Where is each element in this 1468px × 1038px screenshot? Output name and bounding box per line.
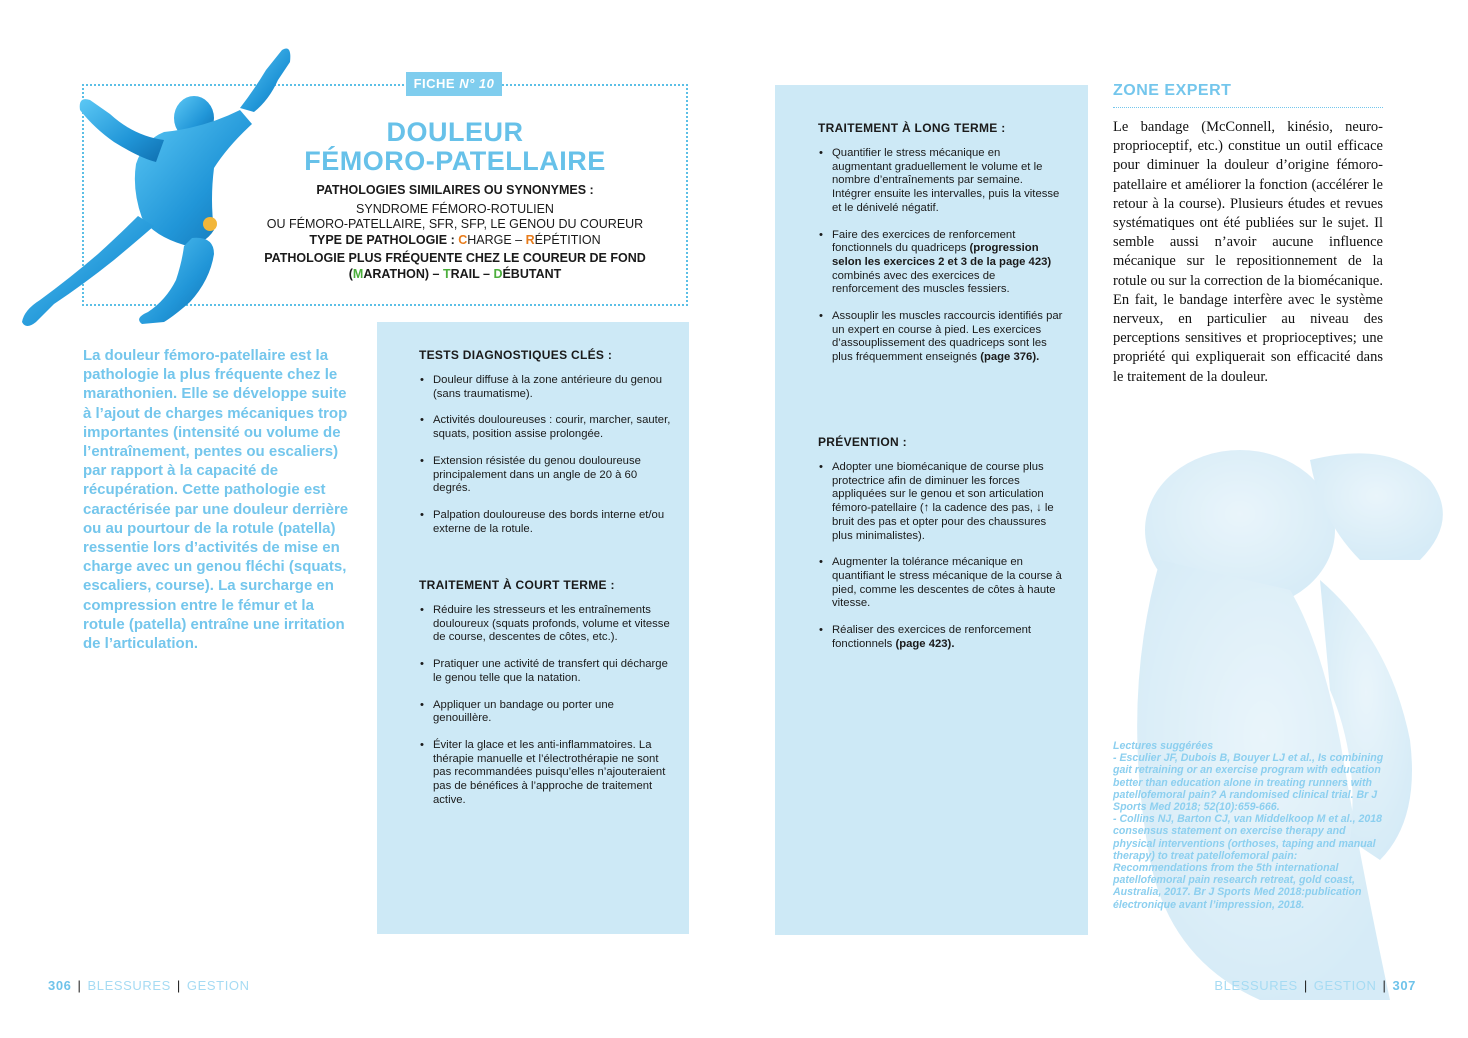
page-number: 307 bbox=[1392, 978, 1416, 993]
letter-r: R bbox=[525, 232, 535, 247]
title-line-2: FÉMORO-PATELLAIRE bbox=[304, 146, 606, 176]
prevention-title: PRÉVENTION : bbox=[818, 435, 907, 449]
short-term-list bbox=[419, 604, 674, 807]
tests-title: TESTS DIAGNOSTIQUES CLÉS : bbox=[419, 348, 613, 362]
prevention-section bbox=[818, 435, 1063, 664]
zone-expert-text: Le bandage (McConnell, kinésio, neuro-proprioceptif, etc.) constitue un outil efficace pour diminuer la douleur d’origine fémoro-patellaire et améliorer la fonction (accélérer le retour à la course). Plusieurs études et revues systématiques ont été publiées sur le sujet. Il semble aussi n’avoir aucune influence mécanique sur le repositionnement de la rotule ou sur la correction de la biomécanique. En fait, le bandage interfère avec le système nerveux, en particulier au niveau des perceptions sensitives et proprioceptives; une propriété qui expliquerait son efficacité dans le traitement de la douleur. bbox=[1113, 119, 1383, 385]
synonyms-line-2: OU FÉMORO-PATELLAIRE, SFR, SFP, LE GENOU DU COUREUR bbox=[266, 217, 644, 231]
zone-expert-title: ZONE EXPERT bbox=[1113, 82, 1232, 99]
short-term-section bbox=[419, 578, 674, 820]
readings-title: Lectures suggérées bbox=[1113, 740, 1214, 752]
runner-statue-faded-image bbox=[1060, 440, 1468, 1000]
footer-section: BLESSURES bbox=[87, 978, 171, 993]
list-item: • Augmenter la tolérance mécanique en quantifiant le stress mécanique de la course à pied, comme les descentes de côtes à haute vitesse. bbox=[818, 556, 1063, 611]
page-title bbox=[230, 118, 680, 176]
list-item bbox=[818, 229, 1063, 298]
footer-section: GESTION bbox=[186, 978, 250, 993]
list-item: • Pratiquer une activité de transfert qui décharge le genou telle que la natation. bbox=[419, 658, 674, 685]
list-item: • Douleur diffuse à la zone antérieure du genou (sans traumatisme). bbox=[419, 374, 674, 401]
list-item-text: combinés avec des exercices de renforcement des muscles fessiers. bbox=[832, 269, 1010, 296]
synonyms-line-1: SYNDROME FÉMORO-ROTULIEN bbox=[356, 201, 554, 216]
list-item: • Adopter une biomécanique de course plus protectrice afin de diminuer les forces appliquées sur le genou et son articulation fémoro-patellaire (↑ la cadence des pas, ↓ le bruit des pas et opter pour des chaussures plus minimalistes). bbox=[818, 461, 1063, 543]
profile-debutant: ÉBUTANT bbox=[502, 266, 562, 281]
list-item: • Activités douloureuses : courir, marcher, sauter, squats, position assise prolongée. bbox=[419, 414, 674, 441]
short-term-title: TRAITEMENT À COURT TERME : bbox=[419, 578, 615, 592]
list-item: • Réduire les stresseurs et les entraînements douloureux (squats profonds, volume et vitesse de course, descentes de côtes, etc.). bbox=[419, 604, 674, 645]
list-item-text: Assouplir les muscles raccourcis identifiés par un expert en course à pied. Les exercices d’assouplissement des quadriceps sont les plus fréquemment enseignés bbox=[832, 310, 1063, 364]
tests-list bbox=[419, 374, 674, 536]
page-number: 306 bbox=[48, 978, 72, 993]
list-item: • Palpation douloureuse des bords interne et/ou externe de la rotule. bbox=[419, 509, 674, 536]
list-item-text: Faire des exercices de renforcement fonctionnels du quadriceps bbox=[832, 228, 1016, 255]
prevention-list bbox=[818, 461, 1063, 651]
list-item: • Éviter la glace et les anti-inflammatoires. La thérapie manuelle et l’électrothérapie ne sont pas recommandées puisqu’elles n’ajouteraient pas de bénéfices à l’approche de traitement active. bbox=[419, 739, 674, 808]
long-term-list bbox=[818, 147, 1063, 365]
list-item-reference: (progression selon les exercices 2 et 3 de la page 423) bbox=[832, 242, 1052, 268]
list-item-reference: (page 376). bbox=[980, 351, 1040, 364]
letter-t: T bbox=[442, 266, 451, 281]
fiche-label: FICHE bbox=[413, 76, 460, 91]
knee-marker-icon bbox=[203, 217, 217, 231]
list-item bbox=[818, 624, 1063, 651]
list-item bbox=[818, 310, 1063, 365]
runner-profile bbox=[230, 267, 680, 283]
reading-reference: - Esculier JF, Dubois B, Bouyer LJ et al., Is combining gait retraining or an exercise program with education better than education alone in treating runners with patellofemoral pain? A randomised clinical trial. Br J Sports Med 2018; 52(10):659-666. bbox=[1113, 752, 1384, 814]
profile-trail: RAIL – bbox=[450, 266, 494, 281]
footer-left: 306 | BLESSURES | GESTION bbox=[48, 978, 250, 993]
list-item-reference: (page 423). bbox=[895, 637, 955, 650]
open-paren: ( bbox=[348, 266, 353, 281]
type-repetition: ÉPÉTITION bbox=[534, 232, 601, 247]
type-charge: HARGE – bbox=[467, 232, 526, 247]
suggested-readings bbox=[1113, 740, 1388, 911]
list-item: • Quantifier le stress mécanique en augmentant graduellement le volume et le nombre d’entraînements par semaine. Intégrer ensuite les intervalles, puis la vitesse et le dénivelé négatif. bbox=[818, 147, 1063, 216]
profile-marathon: ARATHON) – bbox=[363, 266, 443, 281]
long-term-section bbox=[818, 121, 1063, 378]
pathology-type bbox=[230, 233, 680, 249]
fiche-number: N° 10 bbox=[459, 76, 495, 91]
footer-section: BLESSURES bbox=[1214, 978, 1298, 993]
title-line-1: DOULEUR bbox=[386, 117, 524, 147]
synonyms-heading: PATHOLOGIES SIMILAIRES OU SYNONYMES : bbox=[316, 183, 594, 197]
pathology-type-heading: TYPE DE PATHOLOGIE : bbox=[309, 232, 459, 247]
fiche-tag bbox=[406, 72, 502, 96]
tests-section bbox=[419, 348, 674, 549]
letter-m: M bbox=[352, 266, 364, 281]
footer-section: GESTION bbox=[1313, 978, 1377, 993]
list-item: • Extension résistée du genou douloureuse principalement dans un angle de 20 à 60 degrés. bbox=[419, 455, 674, 496]
intro-paragraph: La douleur fémoro-patellaire est la pathologie la plus fréquente chez le marathonien. Elle se développe suite à l’ajout de charges mécaniques trop importantes (intensité ou volume de l’entraînement, pentes ou escaliers) par rapport à la capacité de récupération. Cette pathologie est caractérisée par une douleur derrière ou au pourtour de la rotule (patella) ressentie lors d’activités de mise en charge avec un genou fléchi (squats, escaliers, course). La surcharge en compression entre le fémur et la rotule (patella) entraîne une irritation de l’articulation. bbox=[83, 347, 349, 653]
list-item: • Appliquer un bandage ou porter une genouillère. bbox=[419, 699, 674, 726]
footer-right: BLESSURES | GESTION | 307 bbox=[1214, 978, 1416, 993]
reading-reference: - Collins NJ, Barton CJ, van Middelkoop M et al., 2018 consensus statement on exercise therapy and physical interventions (orthoses, taping and manual therapy) to treat patellofemoral pain: Recommendations from the 5th international patellofemoral pain research retreat, gold coast, Australia, 2017. Br J Sports Med 2018:publication électronique avant l’impression, 2018. bbox=[1113, 813, 1383, 911]
letter-d: D bbox=[493, 266, 503, 281]
long-term-title: TRAITEMENT À LONG TERME : bbox=[818, 121, 1006, 135]
frequent-heading: PATHOLOGIE PLUS FRÉQUENTE CHEZ LE COUREUR DE FOND bbox=[264, 251, 646, 265]
zone-expert-divider bbox=[1113, 107, 1383, 108]
pathology-summary bbox=[230, 183, 680, 282]
letter-c: C bbox=[458, 232, 468, 247]
list-item-text: Réaliser des exercices de renforcement fonctionnels bbox=[832, 624, 1032, 650]
